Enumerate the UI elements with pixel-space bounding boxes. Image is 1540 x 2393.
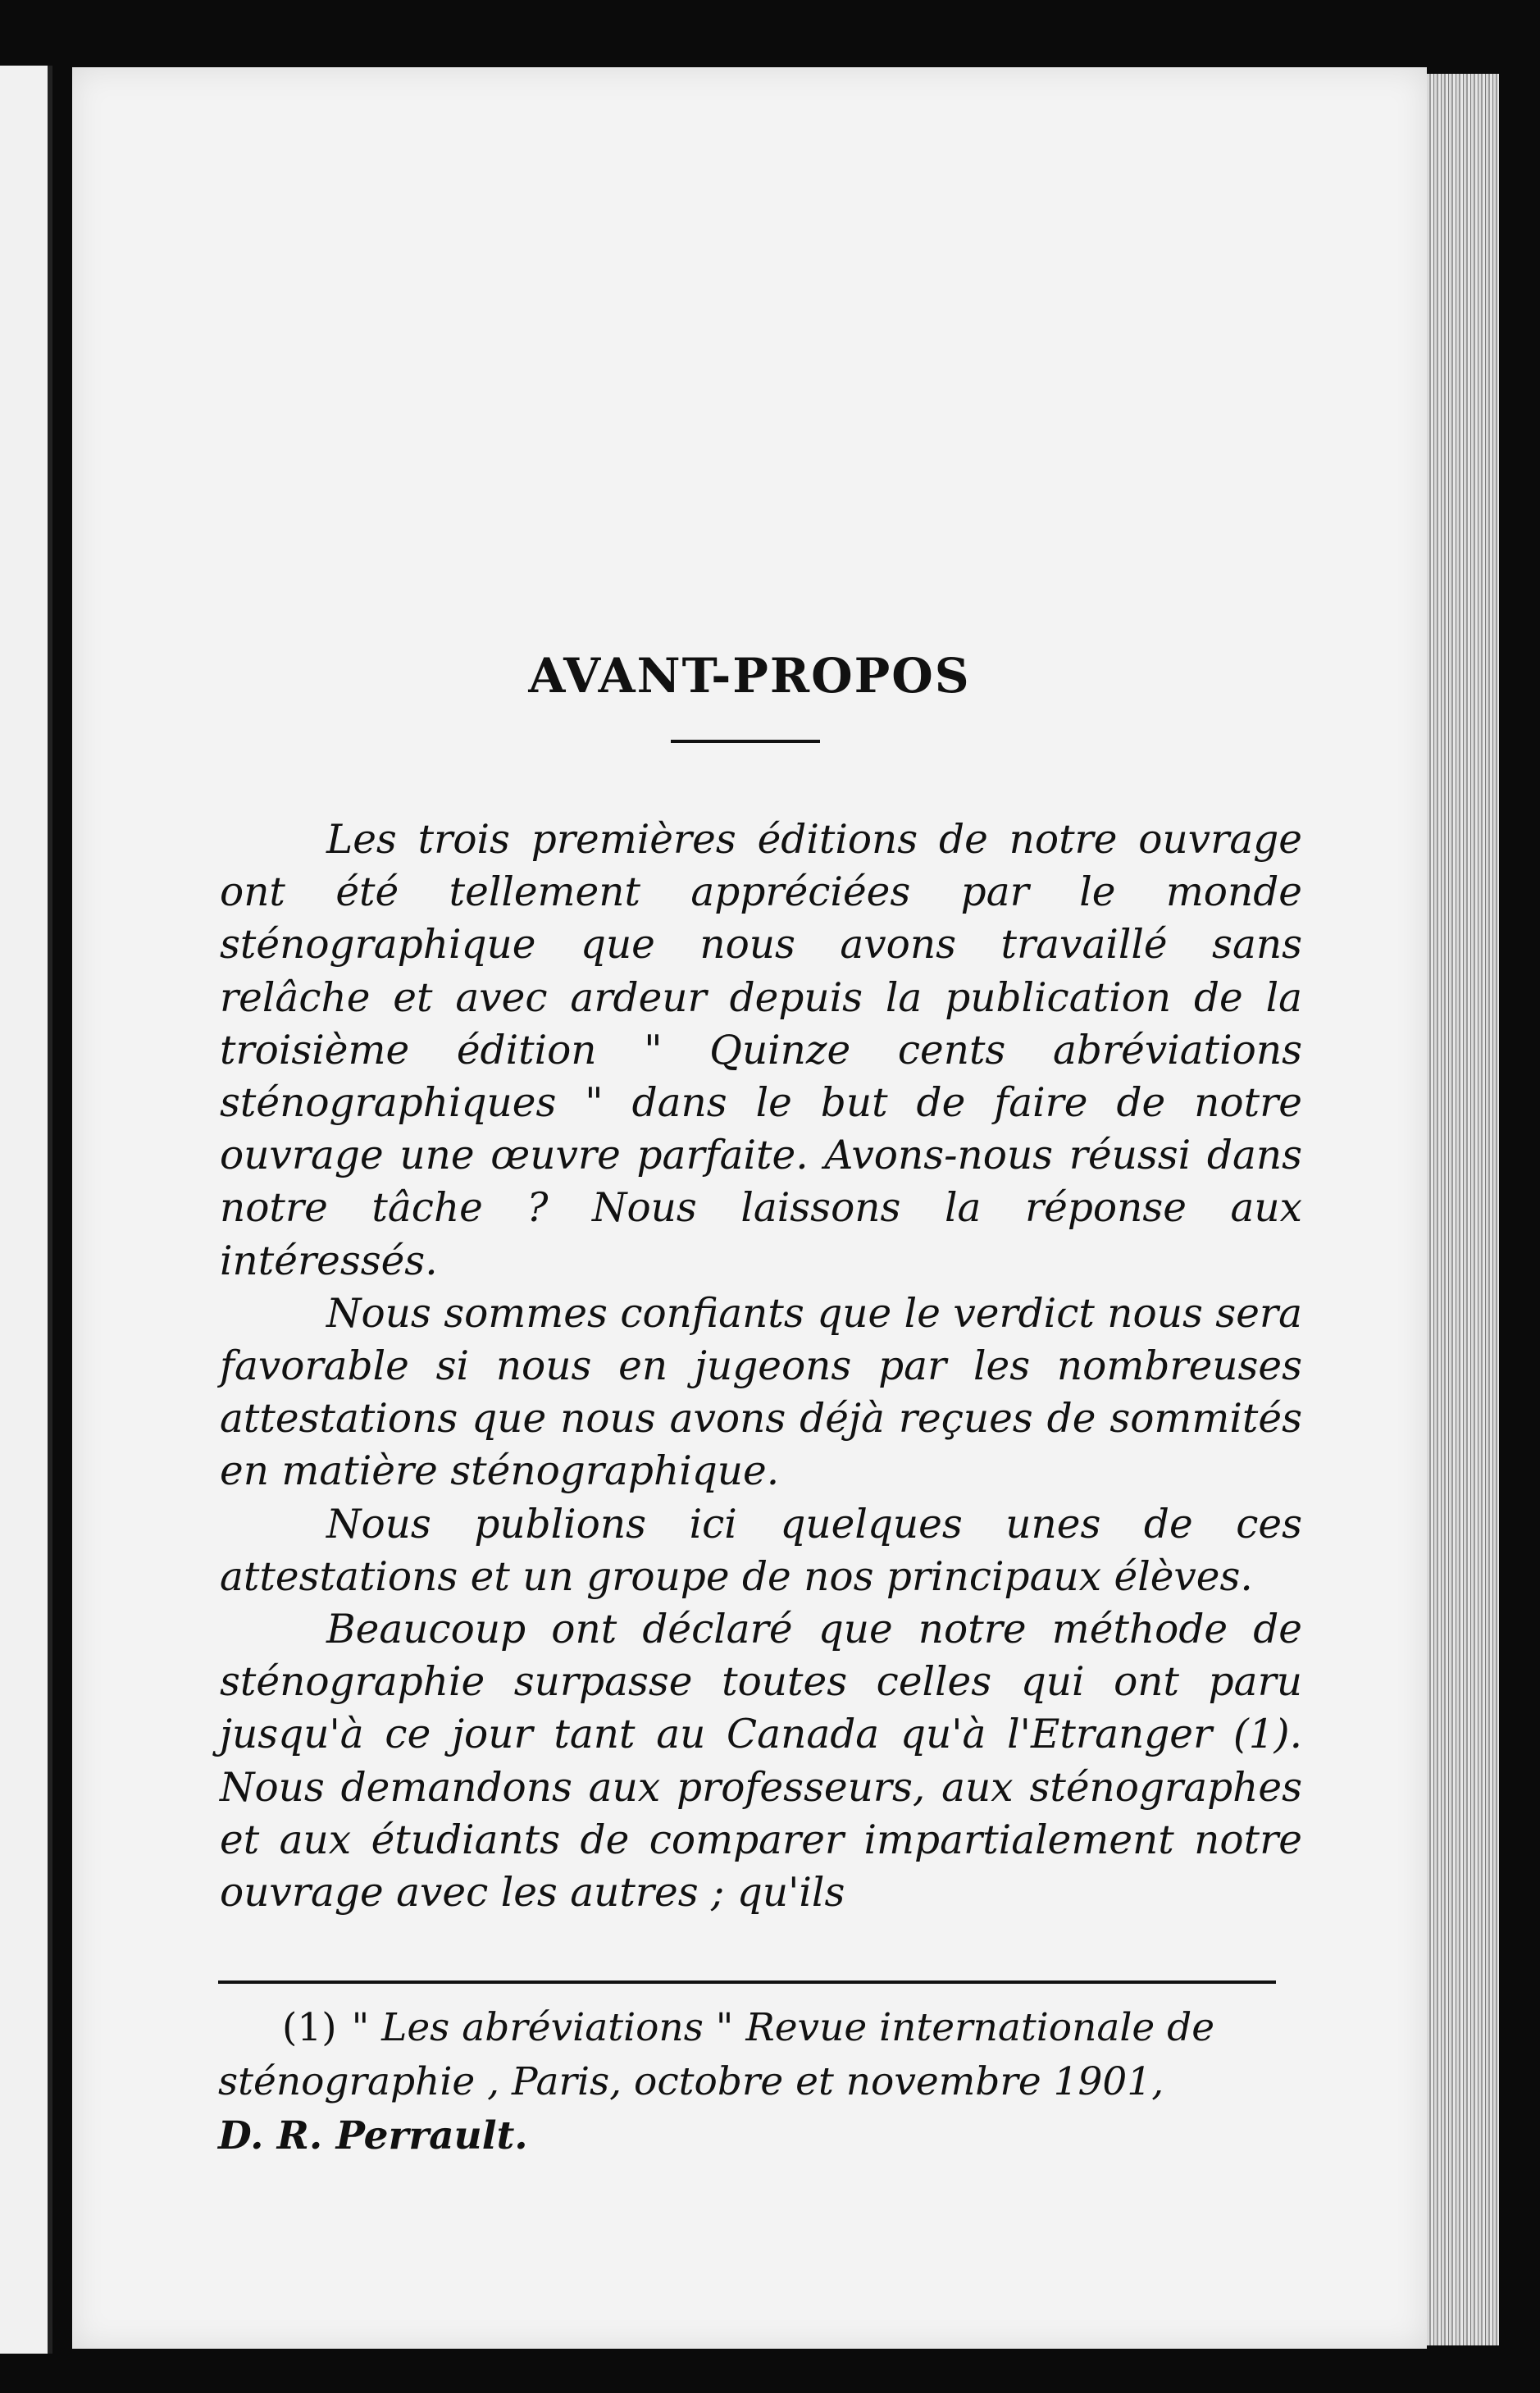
book-page <box>72 67 1427 2349</box>
paragraph: Nous sommes confiants que le verdict nous sera favorable si nous en jugeons par les nombreuses attestations que nous avons déjà reçues de sommités en matière sténographique. <box>220 1290 1302 1495</box>
footnote-signature: D. R. Perrault. <box>218 2113 528 2158</box>
facing-page-edge <box>0 66 52 2354</box>
paragraph: Nous publions ici quelques unes de ces attestations et un groupe de nos principaux élèves. <box>220 1501 1302 1600</box>
paragraph: Beaucoup ont déclaré que notre méthode de sténographie surpasse toutes celles qui ont paru jusqu'à ce jour tant au Canada qu'à l'Etranger (1). Nous demandons aux professeurs, aux sténographes et aux étudiants de comparer impartialement notre ouvrage avec les autres ; qu'ils <box>220 1607 1302 1917</box>
footnote-divider <box>218 1980 1276 1984</box>
footnote-text: " Les abréviations " Revue internationale de sténographie , Paris, octobre et novembre 1901, <box>218 2005 1215 2104</box>
footnote-marker: (1) <box>282 2005 337 2050</box>
title-divider <box>671 740 820 743</box>
page-edges <box>1427 74 1499 2345</box>
paragraph: Les trois premières éditions de notre ouvrage ont été tellement appréciées par le monde sténographique que nous avons travaillé sans relâche et avec ardeur depuis la publication de la troisième édition " Quinze cents abréviations sténographiques " dans le but de faire de notre ouvrage une œuvre parfaite. Avons-nous réussi dans notre tâche ? Nous laissons la réponse aux intéressés. <box>220 817 1302 1284</box>
foreword-body <box>220 814 1302 1919</box>
footnote <box>218 2001 1284 2163</box>
page-title: AVANT-PROPOS <box>528 648 971 704</box>
